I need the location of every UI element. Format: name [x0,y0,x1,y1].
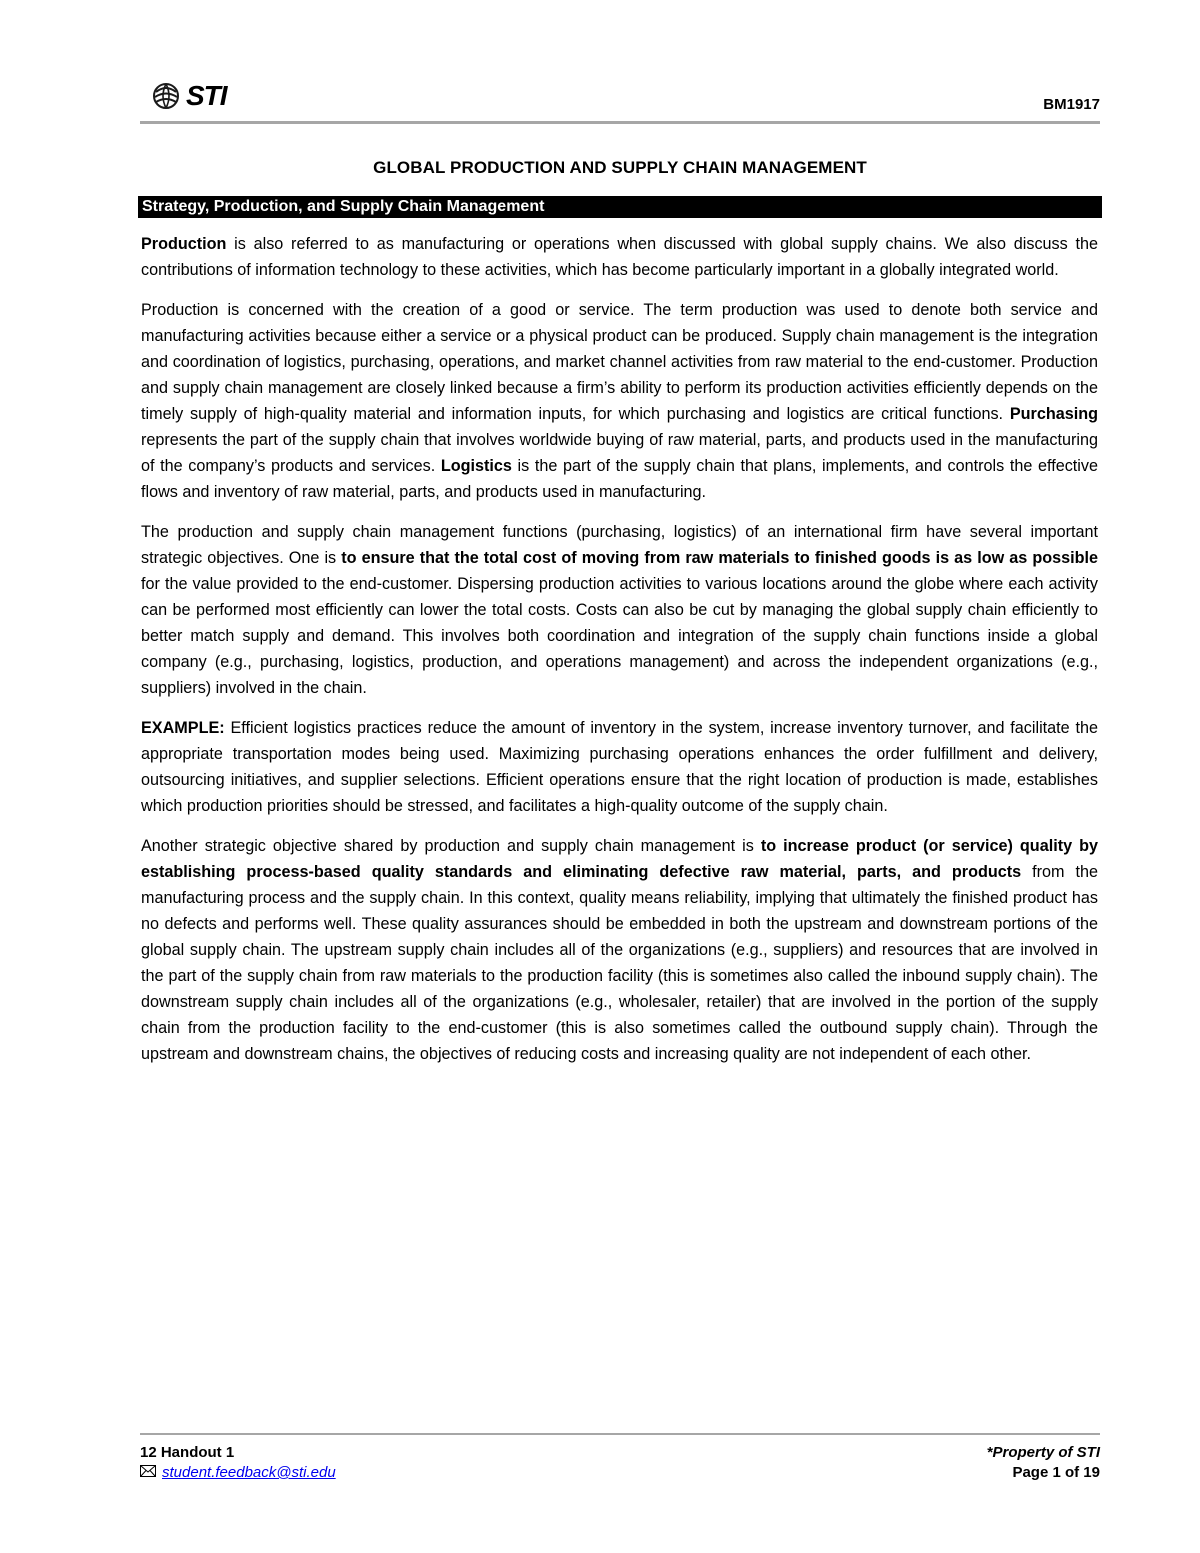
handout-label: 12 Handout 1 [140,1444,235,1461]
paragraph-1 [141,231,1098,283]
example-label: EXAMPLE: [141,719,225,737]
term-purchasing: Purchasing [1009,405,1098,423]
paragraph-text: Efficient logistics practices reduce the amount of inventory in the system, increase inventory turnover, and facilitate the appropriate transportation modes being used. Maximizing purchasing operations enhances the order fulfillment and delivery, outsourcing initiatives, and supplier selections. Efficient operations ensure that the right location of production is made, establishes which production priorities should be stressed, and facilitates a high-quality outcome of the supply chain. [141,719,1098,815]
document-body [141,231,1098,1081]
footer-left [140,1443,336,1483]
feedback-email-link[interactable]: student.feedback@sti.edu [162,1464,336,1481]
page-header [140,74,1100,126]
paragraph-text: Another strategic objective shared by production and supply chain management is [141,837,761,855]
paragraph-text: from the manufacturing process and the supply chain. In this context, quality means reliability, implying that ultimately the finished product has no defects and performs well. These quality assurances should be embedded in both the upstream and downstream portions of the global supply chain. The upstream supply chain includes all of the organizations (e.g., suppliers) and resources that are involved in the part of the supply chain from raw materials to the production facility (this is sometimes also called the inbound supply chain). The downstream supply chain includes all of the organizations (e.g., wholesaler, retailer) that are involved in the portion of the supply chain from the production facility to the end-customer (this is also sometimes called the outbound supply chain). Through the upstream and downstream chains, the objectives of reducing costs and increasing quality are not independent of each other. [141,863,1099,1063]
paragraph-text: Production is concerned with the creation of a good or service. The term production was used to denote both service and manufacturing activities because either a service or a physical product can be produced. Supply chain management is the integration and coordination of logistics, purchasing, operations, and market channel activities from raw material to the end-customer. Production and supply chain management are closely linked because a firm’s ability to perform its production activities efficiently depends on the timely supply of high-quality material and information inputs, for which purchasing and logistics are critical functions. [141,301,1098,423]
property-notice: *Property of STI [986,1444,1100,1461]
document-code: BM1917 [1043,96,1100,113]
paragraph-text: represents the part of the supply chain that involves worldwide buying of raw material, parts, and products used in the manufacturing of the company’s products and services. [141,431,1098,475]
paragraph-text: for the value provided to the end-customer. Dispersing production activities to various locations around the globe where each activity can be performed most efficiently can lower the total costs. Costs can also be cut by managing the global supply chain efficiently to better match supply and demand. This involves both coordination and integration of the supply chain functions inside a global company (e.g., purchasing, logistics, production, and operations management) and across the independent organizations (e.g., suppliers) involved in the chain. [141,575,1098,697]
section-heading: Strategy, Production, and Supply Chain Management [138,196,1102,218]
logo-text: STI [186,80,227,111]
paragraph-text: The production and supply chain management functions (purchasing, logistics) of an international firm have several important strategic objectives. One is [141,523,1098,567]
emphasis-objective: to increase product (or service) quality by establishing process-based quality standards and eliminating defective raw material, parts, and products [141,837,1098,881]
paragraph-text: is also referred to as manufacturing or operations when discussed with global supply chains. We also discuss the contributions of information technology to these activities, which has become particularly important in a globally integrated world. [141,235,1098,279]
term-production: Production [141,235,227,253]
page-title: GLOBAL PRODUCTION AND SUPPLY CHAIN MANAGEMENT [373,158,867,177]
footer-divider [140,1433,1100,1435]
paragraph-text: is the part of the supply chain that plans, implements, and controls the effective flows and inventory of raw material, parts, and products used in manufacturing. [141,457,1098,501]
term-logistics: Logistics [440,457,512,475]
emphasis-objective: to ensure that the total cost of moving from raw materials to finished goods is as low as possible [341,549,1098,567]
paragraph-3 [141,519,1098,701]
paragraph-5 [141,833,1098,1067]
footer-right [987,1443,1100,1483]
paragraph-2 [141,297,1098,505]
sti-logo [152,80,227,112]
page-number: Page 1 of 19 [1012,1464,1100,1481]
feedback-line [140,1463,336,1483]
header-divider [140,121,1100,124]
envelope-icon [140,1463,156,1483]
paragraph-example [141,715,1098,819]
